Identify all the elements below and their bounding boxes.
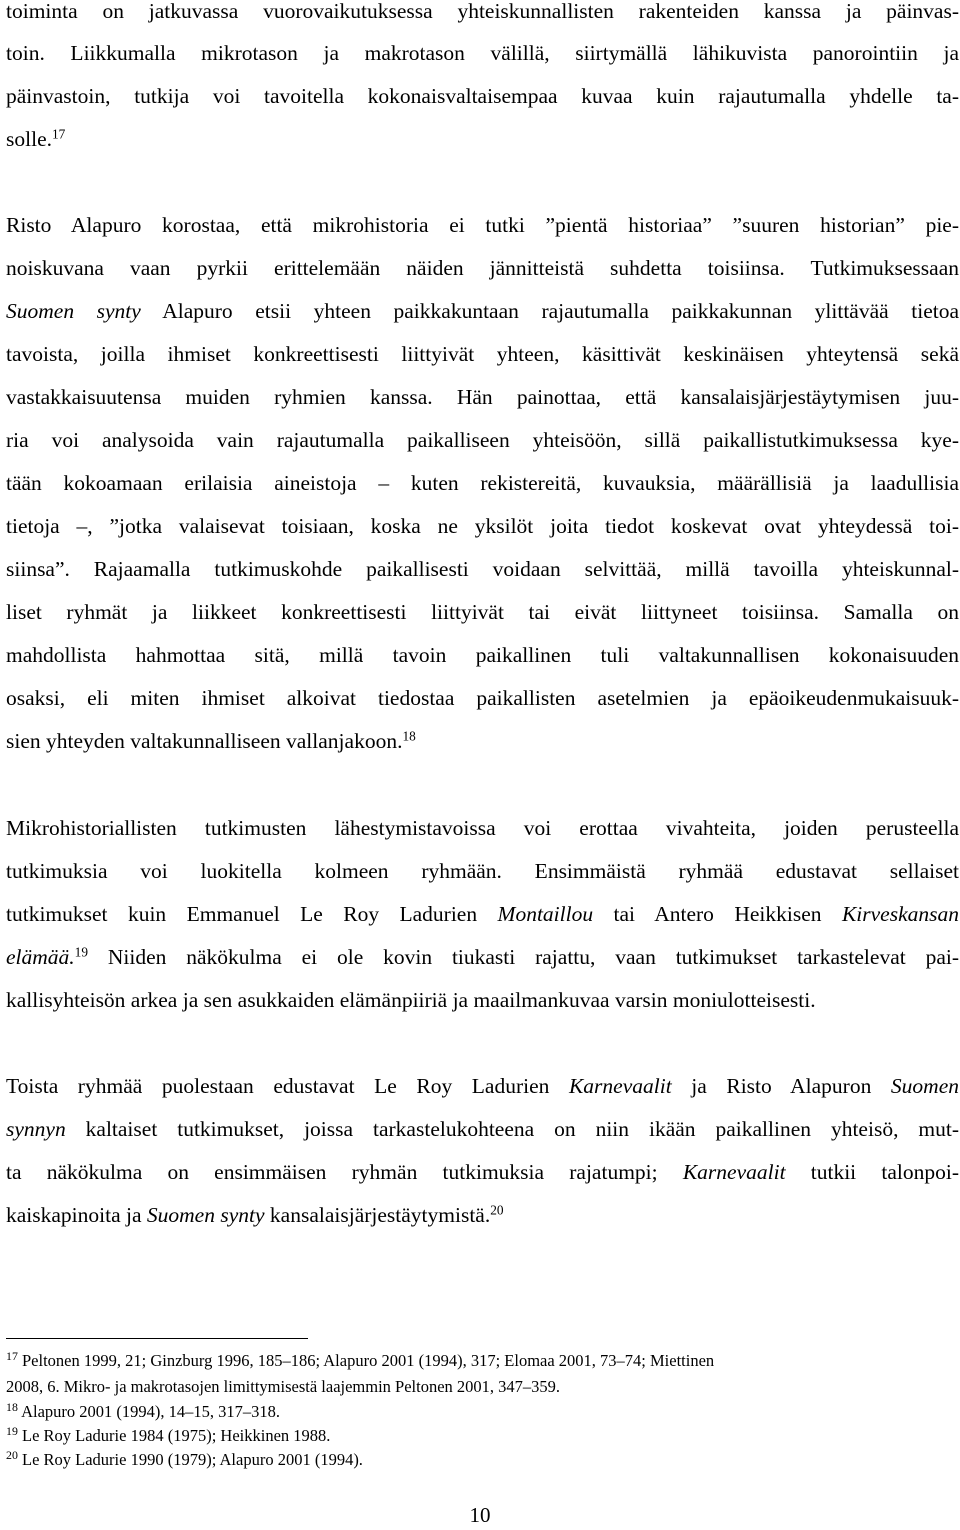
italic-title: Karnevaalit (682, 1160, 786, 1184)
body-line: noiskuvana vaan pyrkii erittelemään näiden jännitteistä suhdetta toisiinsa. Tutkimuksessaan (6, 256, 959, 280)
footnote-ref: 19 (74, 944, 88, 960)
body-line: Mikrohistoriallisten tutkimusten lähestymistavoissa voi erottaa vivahteita, joiden perusteella (6, 816, 959, 840)
body-line: Toista ryhmää puolestaan edustavat Le Roy Ladurien Karnevaalit ja Risto Alapuron Suomen (6, 1074, 959, 1098)
page-number: 10 (469, 1503, 491, 1527)
footnote-number: 18 (6, 1400, 18, 1415)
italic-title: elämää. (6, 945, 75, 969)
body-line: mahdollista hahmottaa sitä, millä tavoin paikallinen tuli valtakunnallisen kokonaisuuden (6, 643, 959, 667)
footnote: $^{18}$ Alapuro 2001 (1994), 14–15, 317–318. (6, 1400, 281, 1421)
italic-title: Suomen synty (146, 1203, 265, 1227)
italic-title: synnyn (6, 1117, 66, 1141)
footnote-ref: 20 (490, 1202, 504, 1218)
italic-title: Suomen synty (6, 299, 141, 323)
footnote-number: 20 (6, 1448, 18, 1463)
body-line: toin. Liikkumalla mikrotason ja makrotason välillä, siirtymällä lähikuvista panorointiin ja (6, 41, 959, 65)
footnote-ref: 17 (51, 126, 66, 142)
body-line: ta näkökulma on ensimmäisen ryhmän tutkimuksia rajatumpi; Karnevaalit tutkii talonpoi- (6, 1160, 959, 1184)
footnote-separator (6, 1338, 308, 1339)
body-line: Risto Alapuro korostaa, että mikrohistoria ei tutki ”pientä historiaa” ”suuren historian” pie- (6, 213, 959, 237)
footnote-ref: 18 (402, 728, 416, 744)
body-line: elämää.$^{19}$ Niiden näkökulma ei ole kovin tiukasti rajattu, vaan tutkimukset tarkastelevat pai- (6, 944, 959, 969)
body-line: tavoista, joilla ihmiset konkreettisesti liittyivät yhteen, käsittivät keskinäisen yhteytensä sekä (6, 342, 959, 366)
body-line: osaksi, eli miten ihmiset alkoivat tiedostaa paikallisten asetelmien ja epäoikeudenmukaisuuk- (6, 686, 959, 710)
body-line: toiminta on jatkuvassa vuorovaikutuksessa yhteiskunnallisten rakenteiden kanssa ja päinvas- (6, 0, 959, 23)
body-line: tietoja –, ”jotka valaisevat toisiaan, koska ne yksilöt joita tiedot koskevat ovat yhteydessä toi- (6, 514, 959, 538)
body-line: kallisyhteisön arkea ja sen asukkaiden elämänpiiriä ja maailmankuvaa varsin moniulotteisesti. (6, 988, 816, 1012)
body-line: kaiskapinoita ja Suomen synty kansalaisjärjestäytymistä.$^{20}$ (6, 1202, 504, 1227)
body-line: siinsa”. Rajaamalla tutkimuskohde paikallisesti voidaan selvittää, millä tavoilla yhteiskunnal- (6, 557, 959, 581)
body-line: tutkimukset kuin Emmanuel Le Roy Ladurien Montaillou tai Antero Heikkisen Kirveskansan (6, 902, 959, 926)
footnote-number: 19 (6, 1424, 18, 1439)
body-line: sien yhteyden valtakunnalliseen vallanjakoon.$^{18}$ (6, 728, 416, 753)
body-line: solle.$^{17}$ (6, 126, 66, 151)
footnote: $^{17}$ Peltonen 1999, 21; Ginzburg 1996, 185–186; Alapuro 2001 (1994), 317; Elomaa 2001, 73–74; Miettinen (6, 1349, 715, 1370)
italic-title: Suomen (890, 1074, 959, 1098)
body-line: tutkimuksia voi luokitella kolmeen ryhmään. Ensimmäistä ryhmää edustavat sellaiset (6, 859, 959, 883)
footnote: $^{19}$ Le Roy Ladurie 1984 (1975); Heikkinen 1988. (6, 1424, 331, 1445)
italic-title: Montaillou (497, 902, 594, 926)
italic-title: Kirveskansan (841, 902, 959, 926)
body-line: Suomen synty Alapuro etsii yhteen paikkakuntaan rajautumalla paikkakunnan ylittävää tietoa (6, 299, 959, 323)
body-line: päinvastoin, tutkija voi tavoitella kokonaisvaltaisempaa kuvaa kuin rajautumalla yhdelle ta- (6, 84, 959, 108)
italic-title: Karnevaalit (568, 1074, 672, 1098)
body-line: tään kokoamaan erilaisia aineistoja – kuten rekistereitä, kuvauksia, määrällisiä ja laadullisia (6, 471, 959, 495)
body-line: vastakkaisuutensa muiden ryhmien kanssa. Hän painottaa, että kansalaisjärjestäytymisen juu- (6, 385, 959, 409)
body-line: ria voi analysoida vain rajautumalla paikalliseen yhteisöön, sillä paikallistutkimuksessa kye- (6, 428, 959, 452)
footnote: $^{20}$ Le Roy Ladurie 1990 (1979); Alapuro 2001 (1994). (6, 1448, 363, 1469)
body-line: liset ryhmät ja liikkeet konkreettisesti liittyivät tai eivät liittyneet toisiinsa. Samalla on (6, 600, 959, 624)
body-line: synnyn kaltaiset tutkimukset, joissa tarkastelukohteena on niin ikään paikallinen yhteisö, mut- (6, 1117, 959, 1141)
footnote-number: 17 (6, 1349, 18, 1364)
footnote: 2008, 6. Mikro- ja makrotasojen limittymisestä laajemmin Peltonen 2001, 347–359. (6, 1377, 561, 1396)
